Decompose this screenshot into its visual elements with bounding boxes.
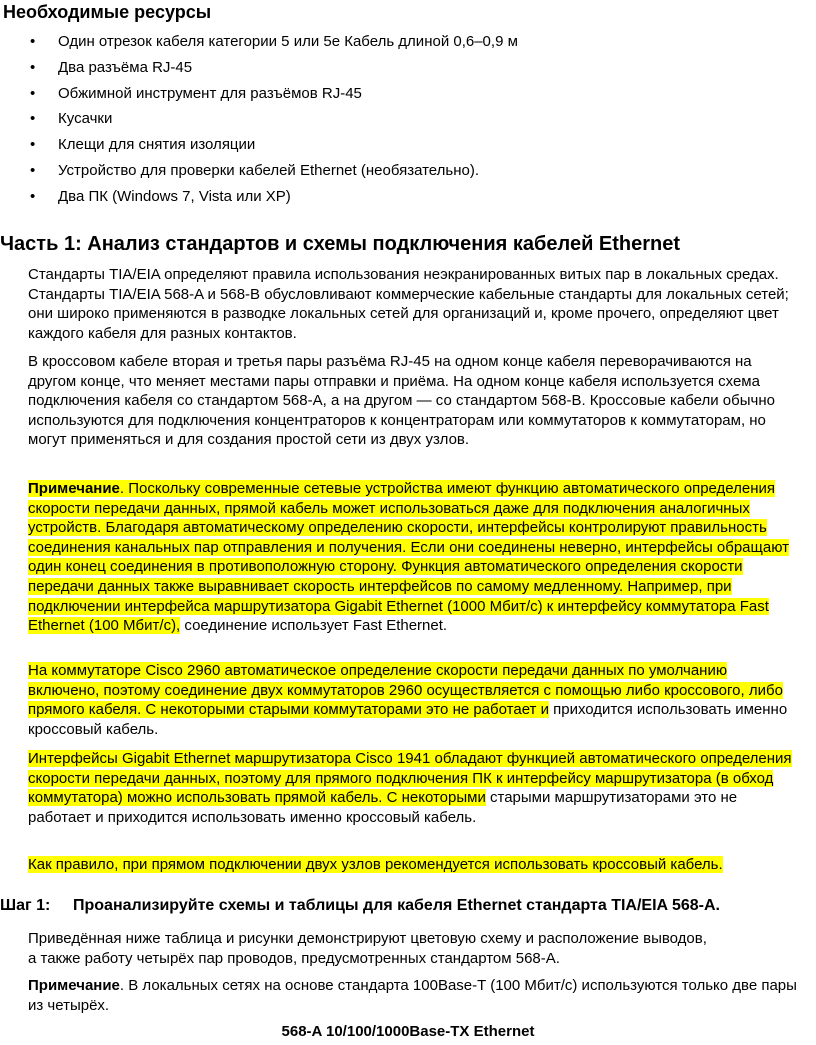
bullet-icon: • [30,161,36,179]
part1-paragraph-crossover: В кроссовом кабеле вторая и третья пары разъёма RJ-45 на одном конце кабеля переворачиваются на другом конце, что меняет местами пары отправки и приёма. На одном конце кабеля используется схема подключения кабеля со стандартом 568-A, а на другом — со стандартом 568-B. Кроссовые кабели обычно используются для подключения концентраторов к концентраторам или коммутаторов к коммутаторам, но могут применяться и для создания простой сети из двух узлов. [28,353,775,449]
step1-paragraph: Приведённая ниже таблица и рисунки демонстрируют цветовую схему и расположение выводов, а также работу четырёх пар проводов, предусмотренных стандартом 568-A. [28,930,707,967]
part1-paragraph-standards: Стандарты TIA/EIA определяют правила использования неэкранированных витых пар в локальных средах. Стандарты TIA/EIA 568-A и 568-B обусловливают коммерческие кабельные стандарты для локальных сетей; они широко применяются в разводке локальных сетей для организаций и, кроме прочего, определяют цвет каждого кабеля для разных контактов. [28,266,789,342]
step1-note-text: . В локальных сетях на основе стандарта 100Base-T (100 Мбит/с) используются только две пары из четырёх. [28,977,797,1014]
note-rest-text: соединение использует Fast Ethernet. [180,617,448,635]
bullet-icon: • [30,84,36,102]
cisco-2960-rest-text: приходится использовать именно кроссовый кабель. [28,701,788,738]
note-autodetect [28,479,798,636]
step1-note [28,976,798,1015]
part1-heading: Часть 1: Анализ стандартов и схемы подключения кабелей Ethernet [0,233,681,255]
cisco-1941-highlight-text: Интерфейсы Gigabit Ethernet маршрутизатора Cisco 1941 обладают функцией автоматического определения скорости передачи данных, поэтому для прямого подключения ПК к интерфейсу маршрутизатора (в обход коммутатора) можно использовать прямой кабель. С некоторыми [28,750,792,807]
paragraph-rule [28,855,798,875]
resources-heading: Необходимые ресурсы [3,2,212,22]
bullet-icon: • [30,58,36,76]
step1-heading [0,897,720,915]
step-title: Проанализируйте схемы и таблицы для кабеля Ethernet стандарта TIA/EIA 568-A. [73,897,720,914]
table-title: 568-A 10/100/1000Base-TX Ethernet [281,1023,535,1040]
bullet-icon: • [30,33,36,50]
note-label: Примечание [28,977,120,994]
bullet-icon: • [30,187,36,205]
step-number: Шаг 1: [0,897,51,914]
note-highlight-text: . Поскольку современные сетевые устройства имеют функцию автоматического определения скорости передачи данных, прямой кабель может использоваться даже для подключения аналогичных устройств. Благодаря автоматическому определению скорости, интерфейсы контролируют правильность соединения канальных пар отправления и получения. Если они соединены неверно, интерфейсы обращают один конец соединения в противоположную сторону. Функция автоматического определения скорости передачи данных также выравнивает скорость интерфейсов по самому медленному. Например, при подключении интерфейса маршрутизатора Gigabit Ethernet (1000 Мбит/с) к интерфейсу коммутатора Fast Ethernet (100 Мбит/с), [28,480,789,635]
rule-highlight-text: Как правило, при прямом подключении двух узлов рекомендуется использовать кроссовый кабель. [28,856,723,873]
bullet-icon: • [30,136,36,154]
bullet-icon: • [30,110,36,128]
cisco-2960-highlight-text: На коммутаторе Cisco 2960 автоматическое определение скорости передачи данных по умолчанию включено, поэтому соединение двух коммутаторов 2960 осуществляется с помощью либо кроссового, либо прямого кабеля. С некоторыми старыми коммутаторами это не работает и [28,662,783,719]
cisco-1941-rest-text: старыми маршрутизаторами это не работает и приходится использовать именно кроссовый кабель. [28,789,738,826]
paragraph-cisco-2960 [28,661,798,739]
paragraph-cisco-1941 [28,749,798,827]
note-label: Примечание [28,480,120,497]
